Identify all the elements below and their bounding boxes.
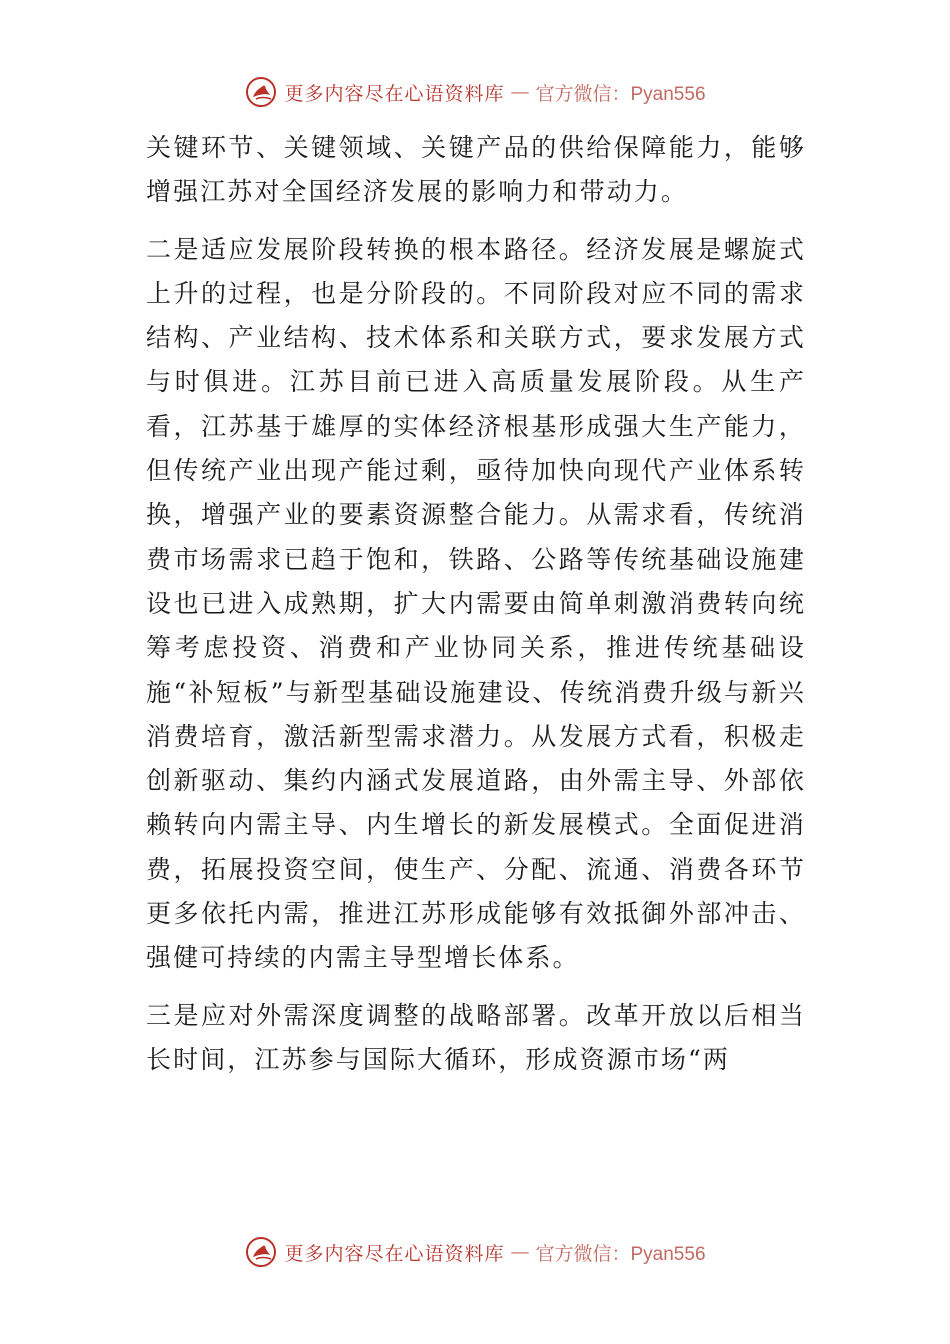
swan-logo-icon bbox=[244, 1235, 278, 1269]
swan-logo-icon bbox=[244, 75, 278, 109]
footer-contact-id: Pyan556 bbox=[630, 1243, 706, 1265]
header-contact bbox=[535, 79, 705, 106]
header-watermark bbox=[0, 72, 950, 112]
document-body bbox=[146, 126, 806, 1082]
header-contact-label: 官方微信： bbox=[535, 82, 631, 105]
footer-promo-text: 更多内容尽在心语资料库 bbox=[284, 1242, 505, 1265]
footer-watermark bbox=[0, 1232, 950, 1272]
header-contact-id: Pyan556 bbox=[630, 83, 706, 105]
header-separator: — bbox=[510, 81, 530, 103]
footer-contact bbox=[535, 1239, 705, 1266]
paragraph-3: 三是应对外需深度调整的战略部署。改革开放以后相当长时间，江苏参与国际大循环，形成资源市场“两 bbox=[146, 1000, 806, 1074]
footer-separator: — bbox=[510, 1241, 530, 1263]
paragraph-2: 二是适应发展阶段转换的根本路径。经济发展是螺旋式上升的过程，也是分阶段的。不同阶段对应不同的需求结构、产业结构、技术体系和关联方式，要求发展方式与时俱进。江苏目前已进入高质量发展阶段。从生产看，江苏基于雄厚的实体经济根基形成强大生产能力，但传统产业出现产能过剩，亟待加快向现代产业体系转换，增强产业的要素资源整合能力。从需求看，传统消费市场需求已趋于饱和，铁路、公路等传统基础设施建设也已进入成熟期，扩大内需要由简单刺激消费转向统筹考虑投资、消费和产业协同关系，推进传统基础设施“补短板”与新型基础设施建设、传统消费升级与新兴消费培育，激活新型需求潜力。从发展方式看，积极走创新驱动、集约内涵式发展道路，由外需主导、外部依赖转向内需主导、内生增长的新发展模式。全面促进消费，拓展投资空间，使生产、分配、流通、消费各环节更多依托内需，推进江苏形成能够有效抵御外部冲击、强健可持续的内需主导型增长体系。 bbox=[146, 234, 806, 973]
header-promo-text: 更多内容尽在心语资料库 bbox=[284, 82, 505, 105]
paragraph-1: 关键环节、关键领域、关键产品的供给保障能力，能够增强江苏对全国经济发展的影响力和带动力。 bbox=[146, 133, 806, 207]
footer-contact-label: 官方微信： bbox=[535, 1242, 631, 1265]
